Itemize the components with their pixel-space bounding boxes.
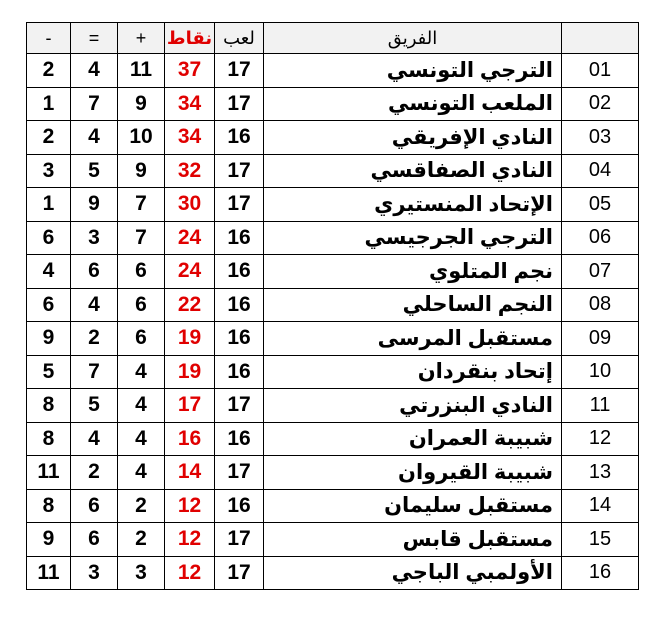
points-cell: 30 <box>165 188 215 222</box>
equal-cell: 7 <box>71 355 118 389</box>
team-name-cell: الترجي التونسي <box>264 54 562 88</box>
equal-cell: 2 <box>71 456 118 490</box>
minus-cell: 8 <box>27 422 71 456</box>
played-cell: 16 <box>215 255 264 289</box>
rank-cell: 04 <box>562 154 639 188</box>
table-row <box>27 523 639 557</box>
table-row <box>27 87 639 121</box>
minus-cell: 3 <box>27 154 71 188</box>
team-name-cell: إتحاد بنقردان <box>264 355 562 389</box>
standings-table <box>26 22 639 590</box>
rank-cell: 07 <box>562 255 639 289</box>
plus-cell: 4 <box>118 355 165 389</box>
team-name-cell: النادي الصفاقسي <box>264 154 562 188</box>
table-row <box>27 389 639 423</box>
team-name-cell: مستقبل قابس <box>264 523 562 557</box>
table-row <box>27 456 639 490</box>
played-cell: 16 <box>215 489 264 523</box>
header-minus: - <box>27 23 71 54</box>
played-cell: 17 <box>215 523 264 557</box>
plus-cell: 7 <box>118 188 165 222</box>
table-row <box>27 556 639 590</box>
points-cell: 12 <box>165 556 215 590</box>
team-name-cell: النجم الساحلي <box>264 288 562 322</box>
minus-cell: 6 <box>27 221 71 255</box>
plus-cell: 6 <box>118 255 165 289</box>
minus-cell: 1 <box>27 188 71 222</box>
table-row <box>27 355 639 389</box>
plus-cell: 2 <box>118 489 165 523</box>
points-cell: 22 <box>165 288 215 322</box>
minus-cell: 11 <box>27 556 71 590</box>
rank-cell: 12 <box>562 422 639 456</box>
table-row <box>27 54 639 88</box>
equal-cell: 6 <box>71 489 118 523</box>
plus-cell: 9 <box>118 154 165 188</box>
minus-cell: 9 <box>27 322 71 356</box>
rank-cell: 03 <box>562 121 639 155</box>
table-row <box>27 255 639 289</box>
played-cell: 16 <box>215 221 264 255</box>
plus-cell: 11 <box>118 54 165 88</box>
rank-cell: 10 <box>562 355 639 389</box>
plus-cell: 4 <box>118 389 165 423</box>
played-cell: 17 <box>215 54 264 88</box>
team-name-cell: النادي الإفريقي <box>264 121 562 155</box>
rank-cell: 16 <box>562 556 639 590</box>
equal-cell: 4 <box>71 288 118 322</box>
minus-cell: 4 <box>27 255 71 289</box>
team-name-cell: الإتحاد المنستيري <box>264 188 562 222</box>
points-cell: 34 <box>165 121 215 155</box>
equal-cell: 6 <box>71 523 118 557</box>
equal-cell: 2 <box>71 322 118 356</box>
played-cell: 17 <box>215 556 264 590</box>
points-cell: 24 <box>165 255 215 289</box>
points-cell: 12 <box>165 523 215 557</box>
rank-cell: 08 <box>562 288 639 322</box>
points-cell: 14 <box>165 456 215 490</box>
header-rank <box>562 23 639 54</box>
played-cell: 16 <box>215 121 264 155</box>
rank-cell: 09 <box>562 322 639 356</box>
equal-cell: 3 <box>71 556 118 590</box>
minus-cell: 5 <box>27 355 71 389</box>
header-points: نقاط <box>165 23 215 54</box>
points-cell: 19 <box>165 355 215 389</box>
table-row <box>27 121 639 155</box>
plus-cell: 3 <box>118 556 165 590</box>
points-cell: 16 <box>165 422 215 456</box>
equal-cell: 7 <box>71 87 118 121</box>
rank-cell: 05 <box>562 188 639 222</box>
plus-cell: 6 <box>118 322 165 356</box>
minus-cell: 2 <box>27 121 71 155</box>
played-cell: 17 <box>215 188 264 222</box>
team-name-cell: مستقبل سليمان <box>264 489 562 523</box>
plus-cell: 4 <box>118 422 165 456</box>
table-row <box>27 422 639 456</box>
team-name-cell: شبيبة العمران <box>264 422 562 456</box>
minus-cell: 1 <box>27 87 71 121</box>
rank-cell: 14 <box>562 489 639 523</box>
points-cell: 12 <box>165 489 215 523</box>
played-cell: 17 <box>215 87 264 121</box>
table-row <box>27 221 639 255</box>
team-name-cell: نجم المتلوي <box>264 255 562 289</box>
equal-cell: 4 <box>71 422 118 456</box>
points-cell: 24 <box>165 221 215 255</box>
played-cell: 16 <box>215 422 264 456</box>
team-name-cell: مستقبل المرسى <box>264 322 562 356</box>
points-cell: 17 <box>165 389 215 423</box>
rank-cell: 11 <box>562 389 639 423</box>
plus-cell: 9 <box>118 87 165 121</box>
minus-cell: 8 <box>27 389 71 423</box>
plus-cell: 10 <box>118 121 165 155</box>
equal-cell: 4 <box>71 54 118 88</box>
minus-cell: 2 <box>27 54 71 88</box>
equal-cell: 4 <box>71 121 118 155</box>
table-row <box>27 154 639 188</box>
minus-cell: 11 <box>27 456 71 490</box>
equal-cell: 5 <box>71 389 118 423</box>
header-team: الفريق <box>264 23 562 54</box>
rank-cell: 01 <box>562 54 639 88</box>
points-cell: 19 <box>165 322 215 356</box>
rank-cell: 02 <box>562 87 639 121</box>
points-cell: 32 <box>165 154 215 188</box>
rank-cell: 06 <box>562 221 639 255</box>
played-cell: 16 <box>215 355 264 389</box>
rank-cell: 13 <box>562 456 639 490</box>
minus-cell: 9 <box>27 523 71 557</box>
table-row <box>27 489 639 523</box>
header-row <box>27 23 639 54</box>
points-cell: 37 <box>165 54 215 88</box>
table-row <box>27 188 639 222</box>
equal-cell: 9 <box>71 188 118 222</box>
team-name-cell: النادي البنزرتي <box>264 389 562 423</box>
rank-cell: 15 <box>562 523 639 557</box>
header-plus: + <box>118 23 165 54</box>
played-cell: 16 <box>215 288 264 322</box>
played-cell: 17 <box>215 154 264 188</box>
plus-cell: 4 <box>118 456 165 490</box>
plus-cell: 7 <box>118 221 165 255</box>
equal-cell: 3 <box>71 221 118 255</box>
equal-cell: 5 <box>71 154 118 188</box>
table-row <box>27 288 639 322</box>
equal-cell: 6 <box>71 255 118 289</box>
played-cell: 17 <box>215 389 264 423</box>
plus-cell: 2 <box>118 523 165 557</box>
played-cell: 17 <box>215 456 264 490</box>
team-name-cell: الترجي الجرجيسي <box>264 221 562 255</box>
header-equal: = <box>71 23 118 54</box>
minus-cell: 8 <box>27 489 71 523</box>
team-name-cell: الملعب التونسي <box>264 87 562 121</box>
plus-cell: 6 <box>118 288 165 322</box>
team-name-cell: شبيبة القيروان <box>264 456 562 490</box>
table-row <box>27 322 639 356</box>
points-cell: 34 <box>165 87 215 121</box>
played-cell: 16 <box>215 322 264 356</box>
header-played: لعب <box>215 23 264 54</box>
minus-cell: 6 <box>27 288 71 322</box>
team-name-cell: الأولمبي الباجي <box>264 556 562 590</box>
